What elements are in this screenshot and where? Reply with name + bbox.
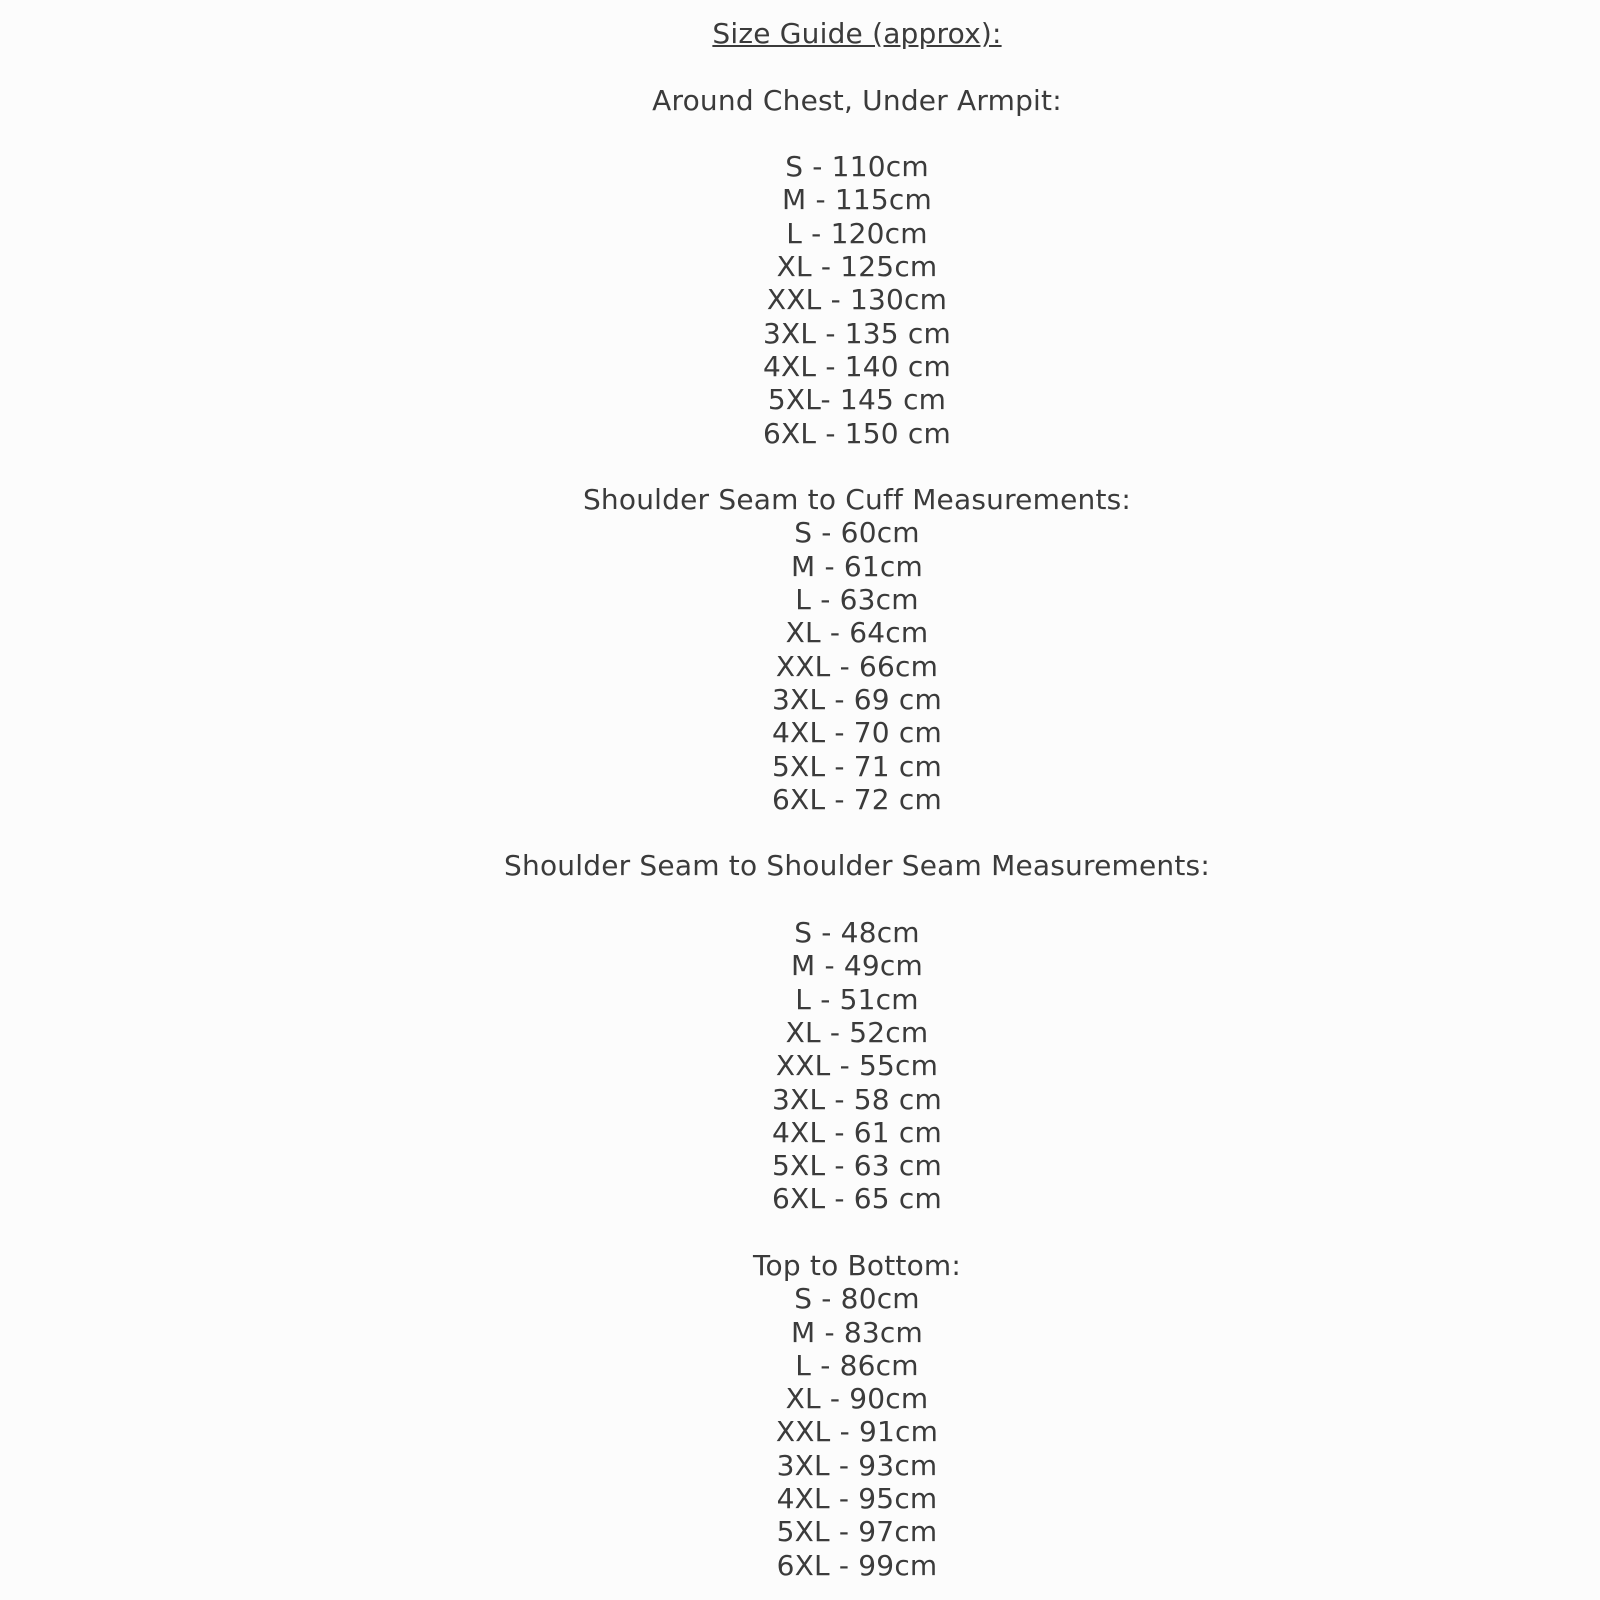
size-row: M - 49cm [791,949,923,983]
size-list [114,516,1600,816]
size-section [114,1249,1600,1582]
size-row: 5XL - 97cm [776,1515,938,1549]
size-row: 4XL - 70 cm [772,716,942,750]
size-row: 3XL - 135 cm [763,316,951,350]
size-row: S - 60cm [794,516,920,550]
size-row: 6XL - 99cm [776,1548,938,1582]
size-row: 5XL - 63 cm [772,1149,942,1183]
section-heading: Shoulder Seam to Cuff Measurements: [582,483,1132,517]
size-row: XXL - 66cm [775,649,939,683]
size-row: L - 63cm [795,583,919,617]
size-row: 5XL- 145 cm [767,383,947,417]
size-row: 4XL - 140 cm [763,349,951,383]
size-row: 3XL - 93cm [776,1448,938,1482]
section-heading: Shoulder Seam to Shoulder Seam Measurements: [504,849,1210,883]
size-row: M - 83cm [791,1315,923,1349]
size-row: L - 51cm [795,982,919,1016]
size-section [114,483,1600,816]
size-row: 3XL - 69 cm [772,682,942,716]
size-row: M - 115cm [782,183,932,217]
size-row: XXL - 55cm [775,1049,939,1083]
size-row: XL - 90cm [785,1382,929,1416]
size-section [114,84,1600,450]
size-sections [114,84,1600,1582]
size-row: XXL - 91cm [775,1415,939,1449]
size-row: 4XL - 95cm [776,1482,938,1516]
size-row: S - 80cm [794,1282,920,1316]
size-row: 6XL - 72 cm [772,782,942,816]
size-row: XL - 64cm [785,616,929,650]
page-title: Size Guide (approx): [712,17,1002,50]
size-row: L - 120cm [786,216,928,250]
size-row: 6XL - 150 cm [763,416,951,450]
size-list [114,150,1600,450]
size-row: L - 86cm [795,1348,919,1382]
section-heading: Top to Bottom: [752,1248,962,1282]
size-list [114,1282,1600,1582]
size-row: XL - 125cm [776,250,938,284]
size-section [114,849,1600,1215]
size-row: M - 61cm [791,549,923,583]
size-row: 4XL - 61 cm [772,1115,942,1149]
section-heading: Around Chest, Under Armpit: [652,83,1062,117]
size-row: 3XL - 58 cm [772,1082,942,1116]
size-row: S - 110cm [785,150,929,184]
size-row: XXL - 130cm [766,283,948,317]
size-row: 6XL - 65 cm [772,1182,942,1216]
size-row: 5XL - 71 cm [772,749,942,783]
size-row: S - 48cm [794,916,920,950]
size-list [114,916,1600,1216]
size-row: XL - 52cm [785,1015,929,1049]
